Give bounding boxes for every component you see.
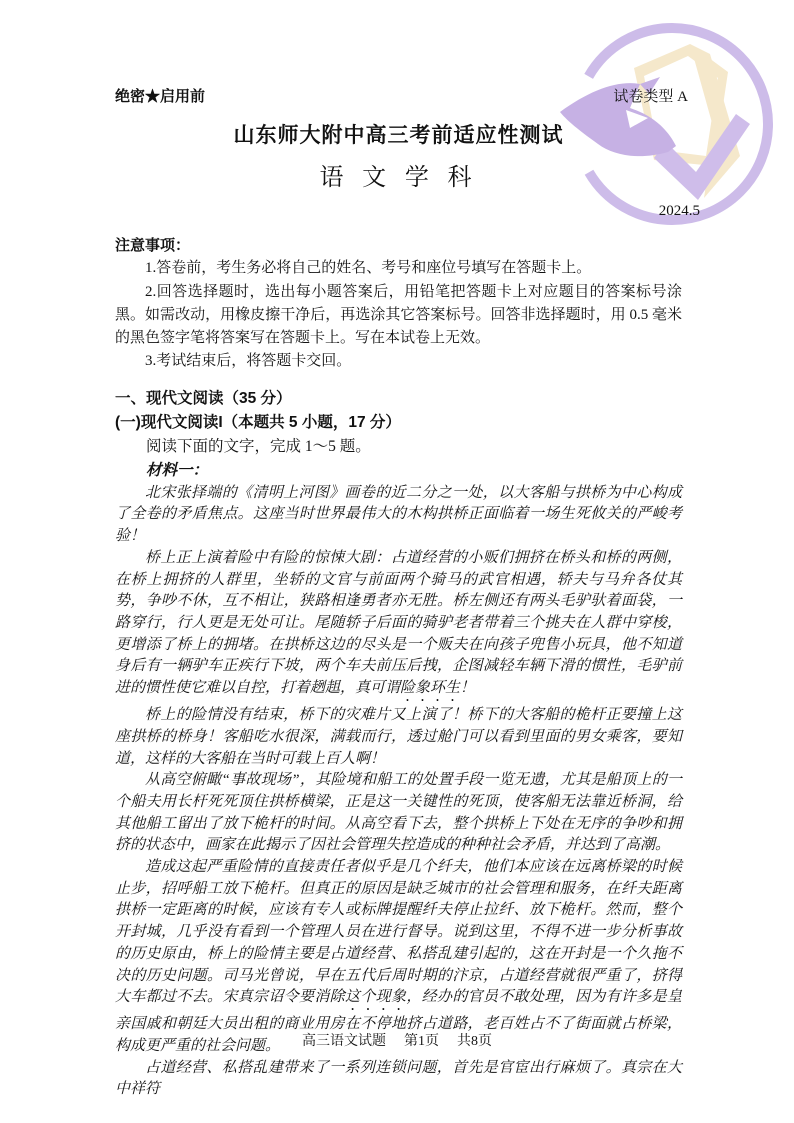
notice-item: 2.回答选择题时，选出每小题答案后，用铅笔把答题卡上对应题目的答案标号涂黑。如需改动，用橡皮擦干净后，再选涂其它答案标号。回答非选择题时，用 0.5 毫米的黑色签字笔将答案写在答题卡上。写在本试卷上无效。 (115, 283, 682, 347)
material-text (115, 483, 682, 1101)
exam-page (115, 0, 700, 1101)
material-paragraph: 从高空俯瞰“事故现场”，其险境和船工的处置手段一览无遗，尤其是船顶上的一个船夫用长杆死死顶住拱桥横梁，正是这一关键性的死顶，使客船无法靠近桥洞，给其他船工留出了放下桅杆的时间。从高空看下去，整个拱桥上下处在无序的争吵和拥挤的状态中，画家在此揭示了因社会管理失控造成的种种社会矛盾，并达到了高潮。 (115, 772, 682, 854)
page-footer (0, 1030, 794, 1050)
subsection-heading: (一)现代文阅读I（本题共 5 小题，17 分） (115, 413, 401, 431)
section-heading: 一、现代文阅读（35 分） (115, 389, 292, 407)
footer-page-total: 共8页 (457, 1034, 492, 1049)
footer-doc-label: 高三语文试题 (302, 1034, 386, 1049)
exam-date: 2024.5 (658, 203, 700, 219)
page-header (115, 88, 688, 106)
exam-title: 山东师大附中高三考前适应性测试 (233, 124, 564, 147)
material-label: 材料一： (146, 461, 209, 479)
footer-page-number: 第1页 (404, 1034, 439, 1049)
material-paragraph: 北宋张择端的《清明上河图》画卷的近二分之一处，以大客船与拱桥为中心构成了全卷的矛盾焦点。这座当时世界最伟大的木构拱桥正面临着一场生死攸关的严峻考验！ (115, 484, 682, 545)
material-paragraph: 桥上正上演着险中有险的惊悚大剧：占道经营的小贩们拥挤在桥头和桥的两侧，在桥上拥挤的人群里，坐轿的文官与前面两个骑马的武官相遇，轿夫与马弁各仗其势，争吵不休，互不相让，狭路相逢勇者亦无胜。桥左侧还有两头毛驴驮着面袋，一路穿行，行人更是无处可让。尾随轿子后面的骑驴老者带着三个挑夫在人群中穿梭，更增添了桥上的拥堵。在拱桥这边的尽头是一个贩夫在向孩子兜售小玩具，他不知道身后有一辆驴车正疾行下坡，两个车夫前压后拽，企图减轻车辆下滑的惯性，毛驴前进的惯性使它难以自控，打着趔趄，真可谓险象环生！ (115, 549, 682, 697)
reading-instruction: 阅读下面的文字，完成 1～5 题。 (146, 437, 371, 455)
notice-item: 3.考试结束后，将答题卡交回。 (145, 353, 352, 370)
subject-title: 语 文 学 科 (319, 164, 478, 191)
notice-list (115, 257, 682, 373)
notice-item: 1.答卷前，考生务必将自己的姓名、考号和座位号填写在答题卡上。 (145, 260, 592, 277)
emphasized-text: 这个现象 (344, 989, 407, 1006)
material-paragraph: 占道经营、私搭乱建带来了一系列连锁问题，首先是官宦出行麻烦了。真宗在大中祥符 (115, 1059, 682, 1098)
page-classification: 绝密★启用前 (115, 88, 206, 105)
material-paragraph: 桥上的险情没有结束，桥下的灾难片又上演了！桥下的大客船的桅杆正要撞上这座拱桥的桥身！客船吃水很深，满载而行，透过舱门可以看到里面的男女乘客，要知道，这样的大客船在当时可载上百人啊！ (115, 707, 682, 767)
paper-type-label: 试卷类型 A (613, 89, 688, 105)
notice-heading: 注意事项： (115, 237, 191, 254)
emphasized-text: 险象环生 (400, 680, 461, 697)
material-paragraph: 造成这起严重险情的直接责任者似乎是几个纤夫，他们本应该在远离桥梁的时候止步，招呼船工放下桅杆。但真正的原因是缺乏城市的社会管理和服务，在纤夫距离拱桥一定距离的时候，应该有专人或标牌提醒纤夫停止拉纤、放下桅杆。然而，整个开封城，几乎没有看到一个管理人员在进行督导。说到这里，不得不进一步分析事故的历史原由，桥上的险情主要是占道经营、私搭乱建引起的，这在开封是一个久拖不决的历史问题。司马光曾说，早在五代后周时期的汴京，占道经营就很严重了，挤得大车都过不去。宋真宗诏令要消除这个现象，经办的官员不敢处理，因为有许多是皇亲国戚和朝廷大员出租的商业用房在不停地挤占道路，老百姓占不了街面就占桥梁，构成更严重的社会问题。 (115, 859, 682, 1054)
